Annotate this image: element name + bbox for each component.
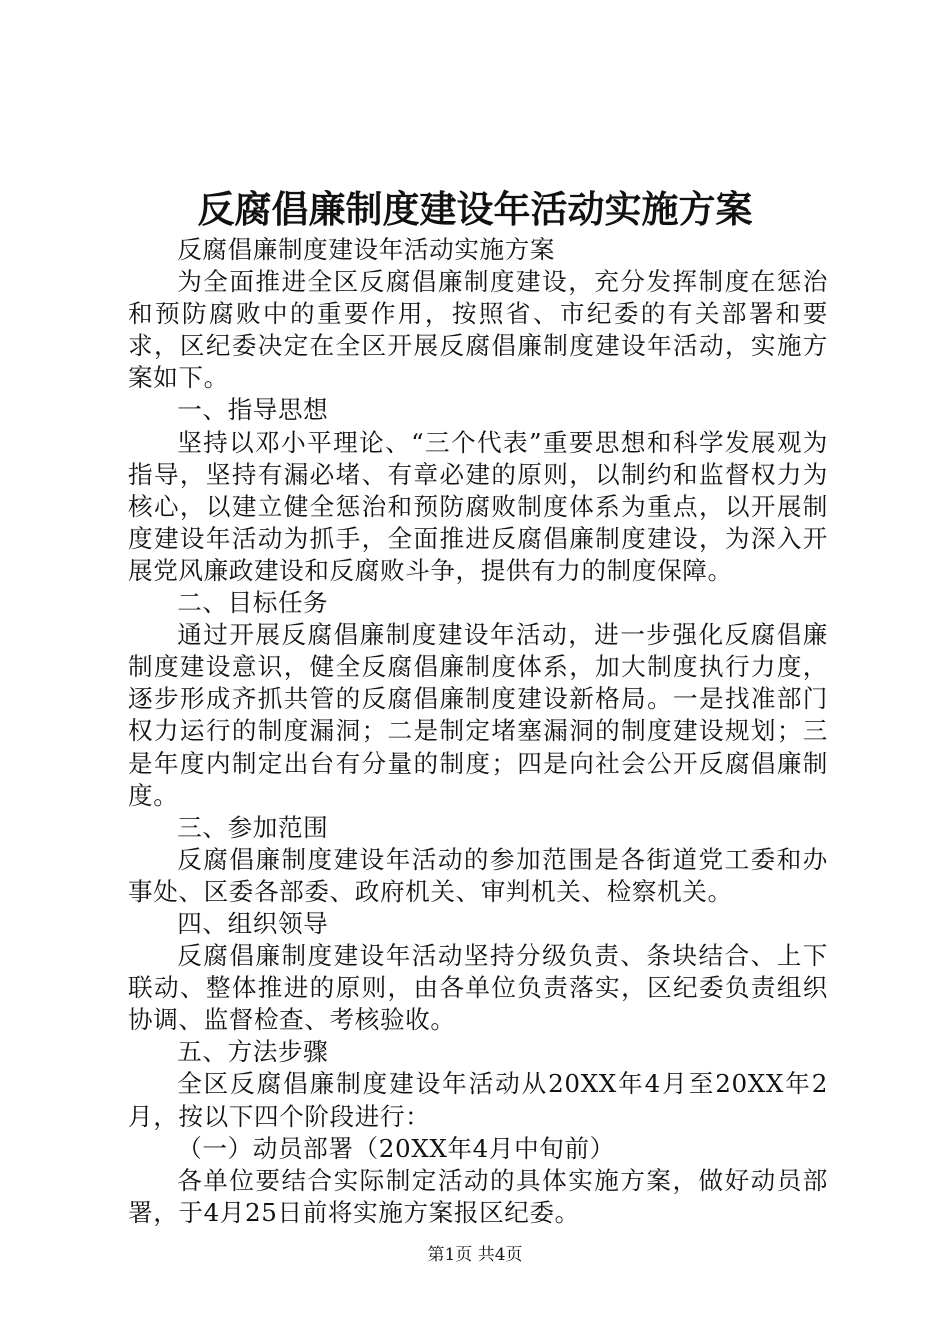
section-heading-goals: 二、目标任务	[177, 588, 329, 618]
section-heading-scope: 三、参加范围	[177, 812, 329, 842]
leadership-paragraph: 反腐倡廉制度建设年活动坚持分级负责、条块结合、上下联动、整体推进的原则，由各单位负责落实，区纪委负责组织协调、监督检查、考核验收。	[128, 941, 828, 1035]
document-body	[128, 234, 828, 1229]
page-footer: 第1页 共4页	[427, 1245, 523, 1265]
section-heading-guiding-ideology: 一、指导思想	[177, 395, 329, 425]
steps-paragraph: 全区反腐倡廉制度建设年活动从20XX年4月至20XX年2月，按以下四个阶段进行：	[128, 1069, 828, 1131]
mobilization-paragraph: 各单位要结合实际制定活动的具体实施方案，做好动员部署，于4月25日前将实施方案报区纪委。	[128, 1165, 828, 1227]
intro-paragraph: 为全面推进全区反腐倡廉制度建设，充分发挥制度在惩治和预防腐败中的重要作用，按照省、市纪委的有关部署和要求，区纪委决定在全区开展反腐倡廉制度建设年活动，实施方案如下。	[128, 267, 828, 393]
section-heading-steps: 五、方法步骤	[177, 1037, 329, 1067]
subtitle-paragraph: 反腐倡廉制度建设年活动实施方案	[177, 235, 556, 264]
guiding-ideology-paragraph: 坚持以邓小平理论、“三个代表”重要思想和科学发展观为指导，坚持有漏必堵、有章必建的原则，以制约和监督权力为核心，以建立健全惩治和预防腐败制度体系为重点，以开展制度建设年活动为抓手，全面推进反腐倡廉制度建设，为深入开展党风廉政建设和反腐败斗争，提供有力的制度保障。	[128, 427, 828, 585]
document-title: 反腐倡廉制度建设年活动实施方案	[197, 187, 753, 231]
subsection-heading-mobilization: （一）动员部署（20XX年4月中旬前）	[177, 1133, 615, 1163]
goals-paragraph: 通过开展反腐倡廉制度建设年活动，进一步强化反腐倡廉制度建设意识，健全反腐倡廉制度体系，加大制度执行力度，逐步形成齐抓共管的反腐倡廉制度建设新格局。一是找准部门权力运行的制度漏洞；二是制定堵塞漏洞的制度建设规划；三是年度内制定出台有分量的制度；四是向社会公开反腐倡廉制度。	[128, 620, 828, 810]
section-heading-leadership: 四、组织领导	[177, 908, 329, 938]
scope-paragraph: 反腐倡廉制度建设年活动的参加范围是各街道党工委和办事处、区委各部委、政府机关、审判机关、检察机关。	[128, 844, 828, 906]
